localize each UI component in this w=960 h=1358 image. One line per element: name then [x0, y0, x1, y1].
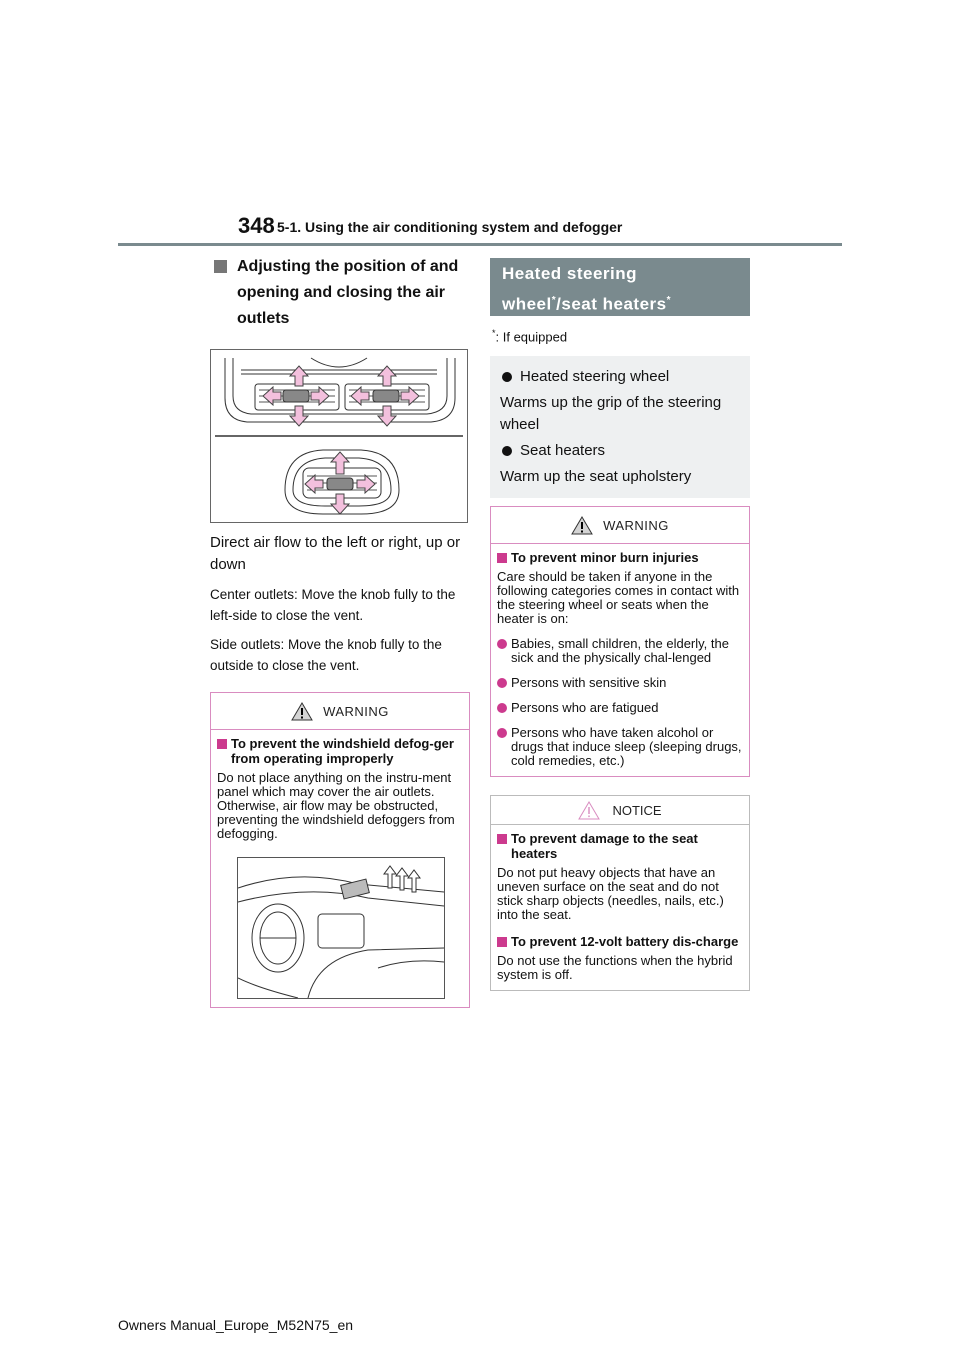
info-item-seat-title: Seat heaters — [520, 442, 606, 460]
warning-triangle-icon — [571, 516, 593, 535]
notice-label: NOTICE — [612, 802, 662, 818]
pink-square-icon — [497, 937, 507, 947]
notice-title-seat: To prevent damage to the seat heaters — [497, 831, 743, 861]
section-header: 5-1. Using the air conditioning system and defogger — [277, 219, 623, 235]
warning-title-text: To prevent minor burn injuries — [511, 550, 699, 566]
air-outlet-illustration — [210, 349, 468, 523]
notice-header — [491, 796, 749, 825]
warning-body — [491, 544, 749, 776]
outlets-subheading-text: Adjusting the position of and opening and closing the air outlets — [237, 258, 459, 327]
bullet-dot-icon — [502, 446, 512, 456]
header-divider — [118, 243, 842, 246]
notice-body — [491, 825, 749, 990]
warning-label: WARNING — [323, 703, 389, 719]
pink-square-icon — [497, 834, 507, 844]
notice-triangle-icon — [578, 801, 600, 820]
notice-box — [490, 795, 750, 991]
warning-header — [491, 507, 749, 544]
asterisk-1: * — [551, 295, 557, 306]
heated-features-heading — [490, 258, 750, 316]
warning-text: Do not place anything on the instru-ment panel which may cover the air outlets. Otherwise, air flow may be obstructed, preventing the windshield defoggers from defogging. — [217, 770, 455, 841]
pink-dot-icon — [497, 728, 507, 738]
pink-square-icon — [217, 739, 227, 749]
direct-airflow-text: Direct air flow to the left or right, up or down — [210, 534, 461, 573]
center-outlets-text: Center outlets: Move the knob fully to the left-side to close the vent. — [210, 587, 456, 623]
notice-text-seat: Do not put heavy objects that have an uneven surface on the seat and do not stick sharp objects (needles, nails, etc.) into the seat. — [497, 865, 724, 923]
info-item-steering-desc: Warms up the grip of the steering wheel — [500, 394, 722, 434]
heading-line-1: Heated steering — [502, 264, 638, 283]
info-item-seat — [500, 440, 740, 462]
dashboard-drawing — [238, 858, 444, 998]
list-item: Persons who are fatigued — [497, 701, 743, 715]
info-item-steering — [500, 366, 740, 388]
right-column — [490, 258, 750, 991]
info-item-seat-desc: Warm up the seat upholstery — [500, 468, 692, 486]
pink-dot-icon — [497, 639, 507, 649]
burn-warning-box — [490, 506, 750, 777]
warning-label: WARNING — [603, 517, 669, 533]
outlets-subheading — [210, 254, 470, 332]
footer-manual-id: Owners Manual_Europe_M52N75_en — [118, 1317, 354, 1333]
warning-text: Care should be taken if anyone in the following categories comes in contact with the steering wheel or seats when the heater is on: — [497, 569, 740, 627]
notice-text-battery: Do not use the functions when the hybrid system is off. — [497, 953, 733, 983]
left-column — [210, 254, 470, 1008]
warning-title-text: To prevent the windshield defog-ger from operating improperly — [231, 736, 454, 766]
list-item: Babies, small children, the elderly, the sick and the physically chal-lenged — [497, 637, 743, 665]
warning-title — [497, 550, 743, 565]
pink-square-icon — [497, 553, 507, 563]
heading-line-2: wheel*/seat heaters* — [502, 294, 672, 314]
equipped-note: *: If equipped — [492, 328, 568, 345]
square-bullet-icon — [214, 260, 227, 273]
asterisk-2: * — [666, 295, 672, 306]
list-item: Persons who have taken alcohol or drugs that induce sleep (sleeping drugs, cold remedies, etc.) — [497, 726, 743, 768]
windshield-warning-box — [210, 692, 470, 1008]
pink-dot-icon — [497, 678, 507, 688]
bullet-dot-icon — [502, 372, 512, 382]
air-outlet-drawing — [211, 350, 467, 522]
warning-title — [217, 736, 463, 766]
warning-header — [211, 693, 469, 730]
warning-triangle-icon — [291, 702, 313, 721]
list-item: Persons with sensitive skin — [497, 676, 743, 690]
notice-title-battery: To prevent 12-volt battery dis-charge — [497, 934, 743, 949]
pink-dot-icon — [497, 703, 507, 713]
info-item-steering-title: Heated steering wheel — [520, 368, 670, 386]
side-outlets-text: Side outlets: Move the knob fully to the outside to close the vent. — [210, 637, 442, 673]
defogger-illustration — [237, 857, 445, 999]
warning-body — [211, 730, 469, 1007]
page-number: 348 — [238, 213, 275, 238]
heated-features-info — [490, 356, 750, 498]
